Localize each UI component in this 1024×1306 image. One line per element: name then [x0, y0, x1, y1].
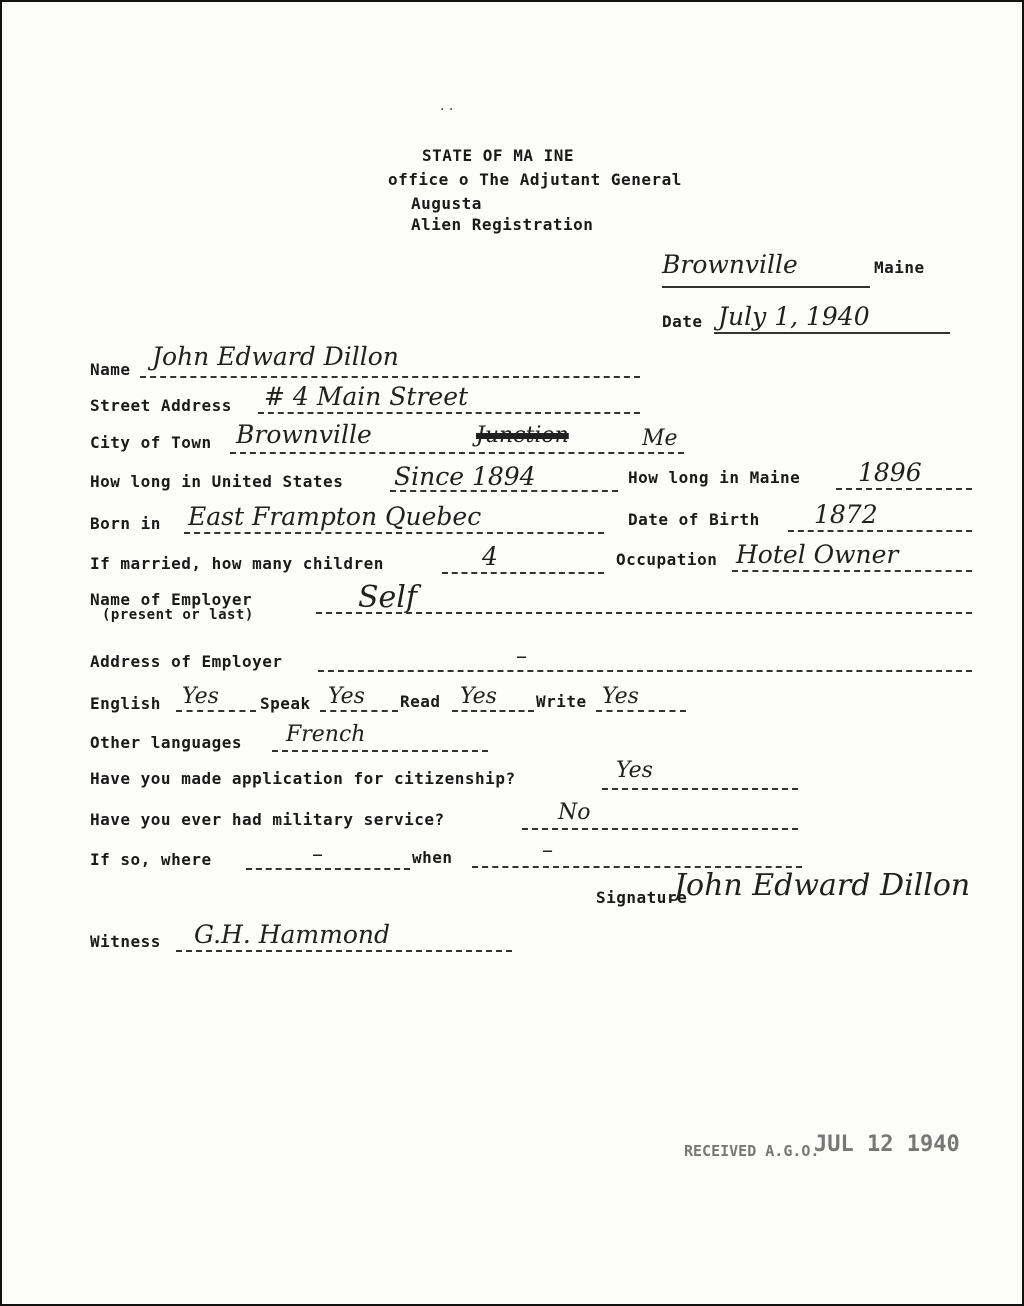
- children-label: If married, how many children: [90, 554, 384, 573]
- header-title: Alien Registration: [411, 215, 594, 234]
- received-stamp-date: JUL 12 1940: [814, 1132, 960, 1157]
- born-in-value: East Frampton Quebec: [188, 502, 482, 531]
- place-label: Maine: [874, 258, 925, 277]
- city-line: [230, 452, 684, 454]
- english-value: Yes: [182, 684, 219, 709]
- signature-value: John Edward Dillon: [674, 868, 971, 903]
- signature-label: Signature: [596, 888, 688, 907]
- city-struck-text: Junction: [476, 423, 569, 448]
- street-line: [258, 412, 640, 414]
- us-years-value: Since 1894: [394, 462, 536, 491]
- other-languages-line: [272, 750, 488, 752]
- us-years-label: How long in United States: [90, 472, 344, 491]
- name-label: Name: [90, 360, 131, 379]
- employer-value: Self: [358, 580, 418, 615]
- employer-address-line: [318, 670, 972, 672]
- header-office: office o The Adjutant General: [388, 170, 682, 189]
- where-line: [246, 868, 410, 870]
- military-line: [522, 828, 798, 830]
- write-value: Yes: [602, 684, 639, 709]
- citizenship-value: Yes: [616, 758, 653, 783]
- place-value: Brownville: [662, 250, 798, 279]
- maine-years-line: [836, 488, 972, 490]
- name-line: [140, 376, 640, 378]
- city-state: Me: [642, 426, 678, 451]
- children-line: [442, 572, 604, 574]
- military-label: Have you ever had military service?: [90, 810, 445, 829]
- when-label: when: [412, 848, 453, 867]
- other-languages-value: French: [286, 722, 366, 747]
- witness-line: [176, 950, 512, 952]
- occupation-label: Occupation: [616, 550, 718, 569]
- when-value: –: [542, 838, 553, 863]
- street-value: # 4 Main Street: [264, 382, 469, 411]
- children-value: 4: [482, 542, 498, 571]
- stray-marks: . .: [440, 98, 454, 114]
- write-label: Write: [536, 692, 587, 711]
- city-value: Brownville: [236, 420, 372, 449]
- occupation-value: Hotel Owner: [736, 540, 899, 569]
- witness-label: Witness: [90, 932, 161, 951]
- name-value: John Edward Dillon: [152, 342, 399, 371]
- speak-label: Speak: [260, 694, 311, 713]
- street-label: Street Address: [90, 396, 232, 415]
- header-city: Augusta: [411, 194, 482, 213]
- english-label: English: [90, 694, 161, 713]
- employer-address-label: Address of Employer: [90, 652, 283, 671]
- place-line: [662, 286, 870, 288]
- birth-date-label: Date of Birth: [628, 510, 760, 529]
- witness-value: G.H. Hammond: [194, 920, 390, 949]
- employer-label: Name of Employer: [90, 590, 253, 609]
- us-years-line: [390, 490, 618, 492]
- employer-sublabel: (present or last): [102, 607, 254, 623]
- birth-date-value: 1872: [814, 500, 878, 529]
- date-line: [714, 332, 950, 334]
- date-label: Date: [662, 312, 703, 331]
- read-label: Read: [400, 692, 441, 711]
- english-line: [176, 710, 256, 712]
- military-value: No: [558, 800, 591, 825]
- maine-years-label: How long in Maine: [628, 468, 801, 487]
- born-in-line: [184, 532, 604, 534]
- received-stamp-text: RECEIVED A.G.O.: [684, 1142, 820, 1160]
- employer-line: [316, 612, 972, 614]
- city-label: City of Town: [90, 433, 212, 452]
- other-languages-label: Other languages: [90, 733, 242, 752]
- occupation-line: [732, 570, 972, 572]
- read-value: Yes: [460, 684, 497, 709]
- read-line: [452, 710, 534, 712]
- where-value: –: [312, 842, 323, 867]
- born-in-label: Born in: [90, 514, 161, 533]
- maine-years-value: 1896: [858, 458, 922, 487]
- speak-line: [320, 710, 398, 712]
- citizenship-label: Have you made application for citizenship?: [90, 769, 516, 788]
- employer-address-value: –: [516, 644, 527, 669]
- date-value: July 1, 1940: [718, 302, 870, 331]
- birth-date-line: [788, 530, 972, 532]
- write-line: [596, 710, 686, 712]
- citizenship-line: [602, 788, 798, 790]
- header-state: STATE OF MA INE: [422, 146, 574, 165]
- speak-value: Yes: [328, 684, 365, 709]
- where-label: If so, where: [90, 850, 212, 869]
